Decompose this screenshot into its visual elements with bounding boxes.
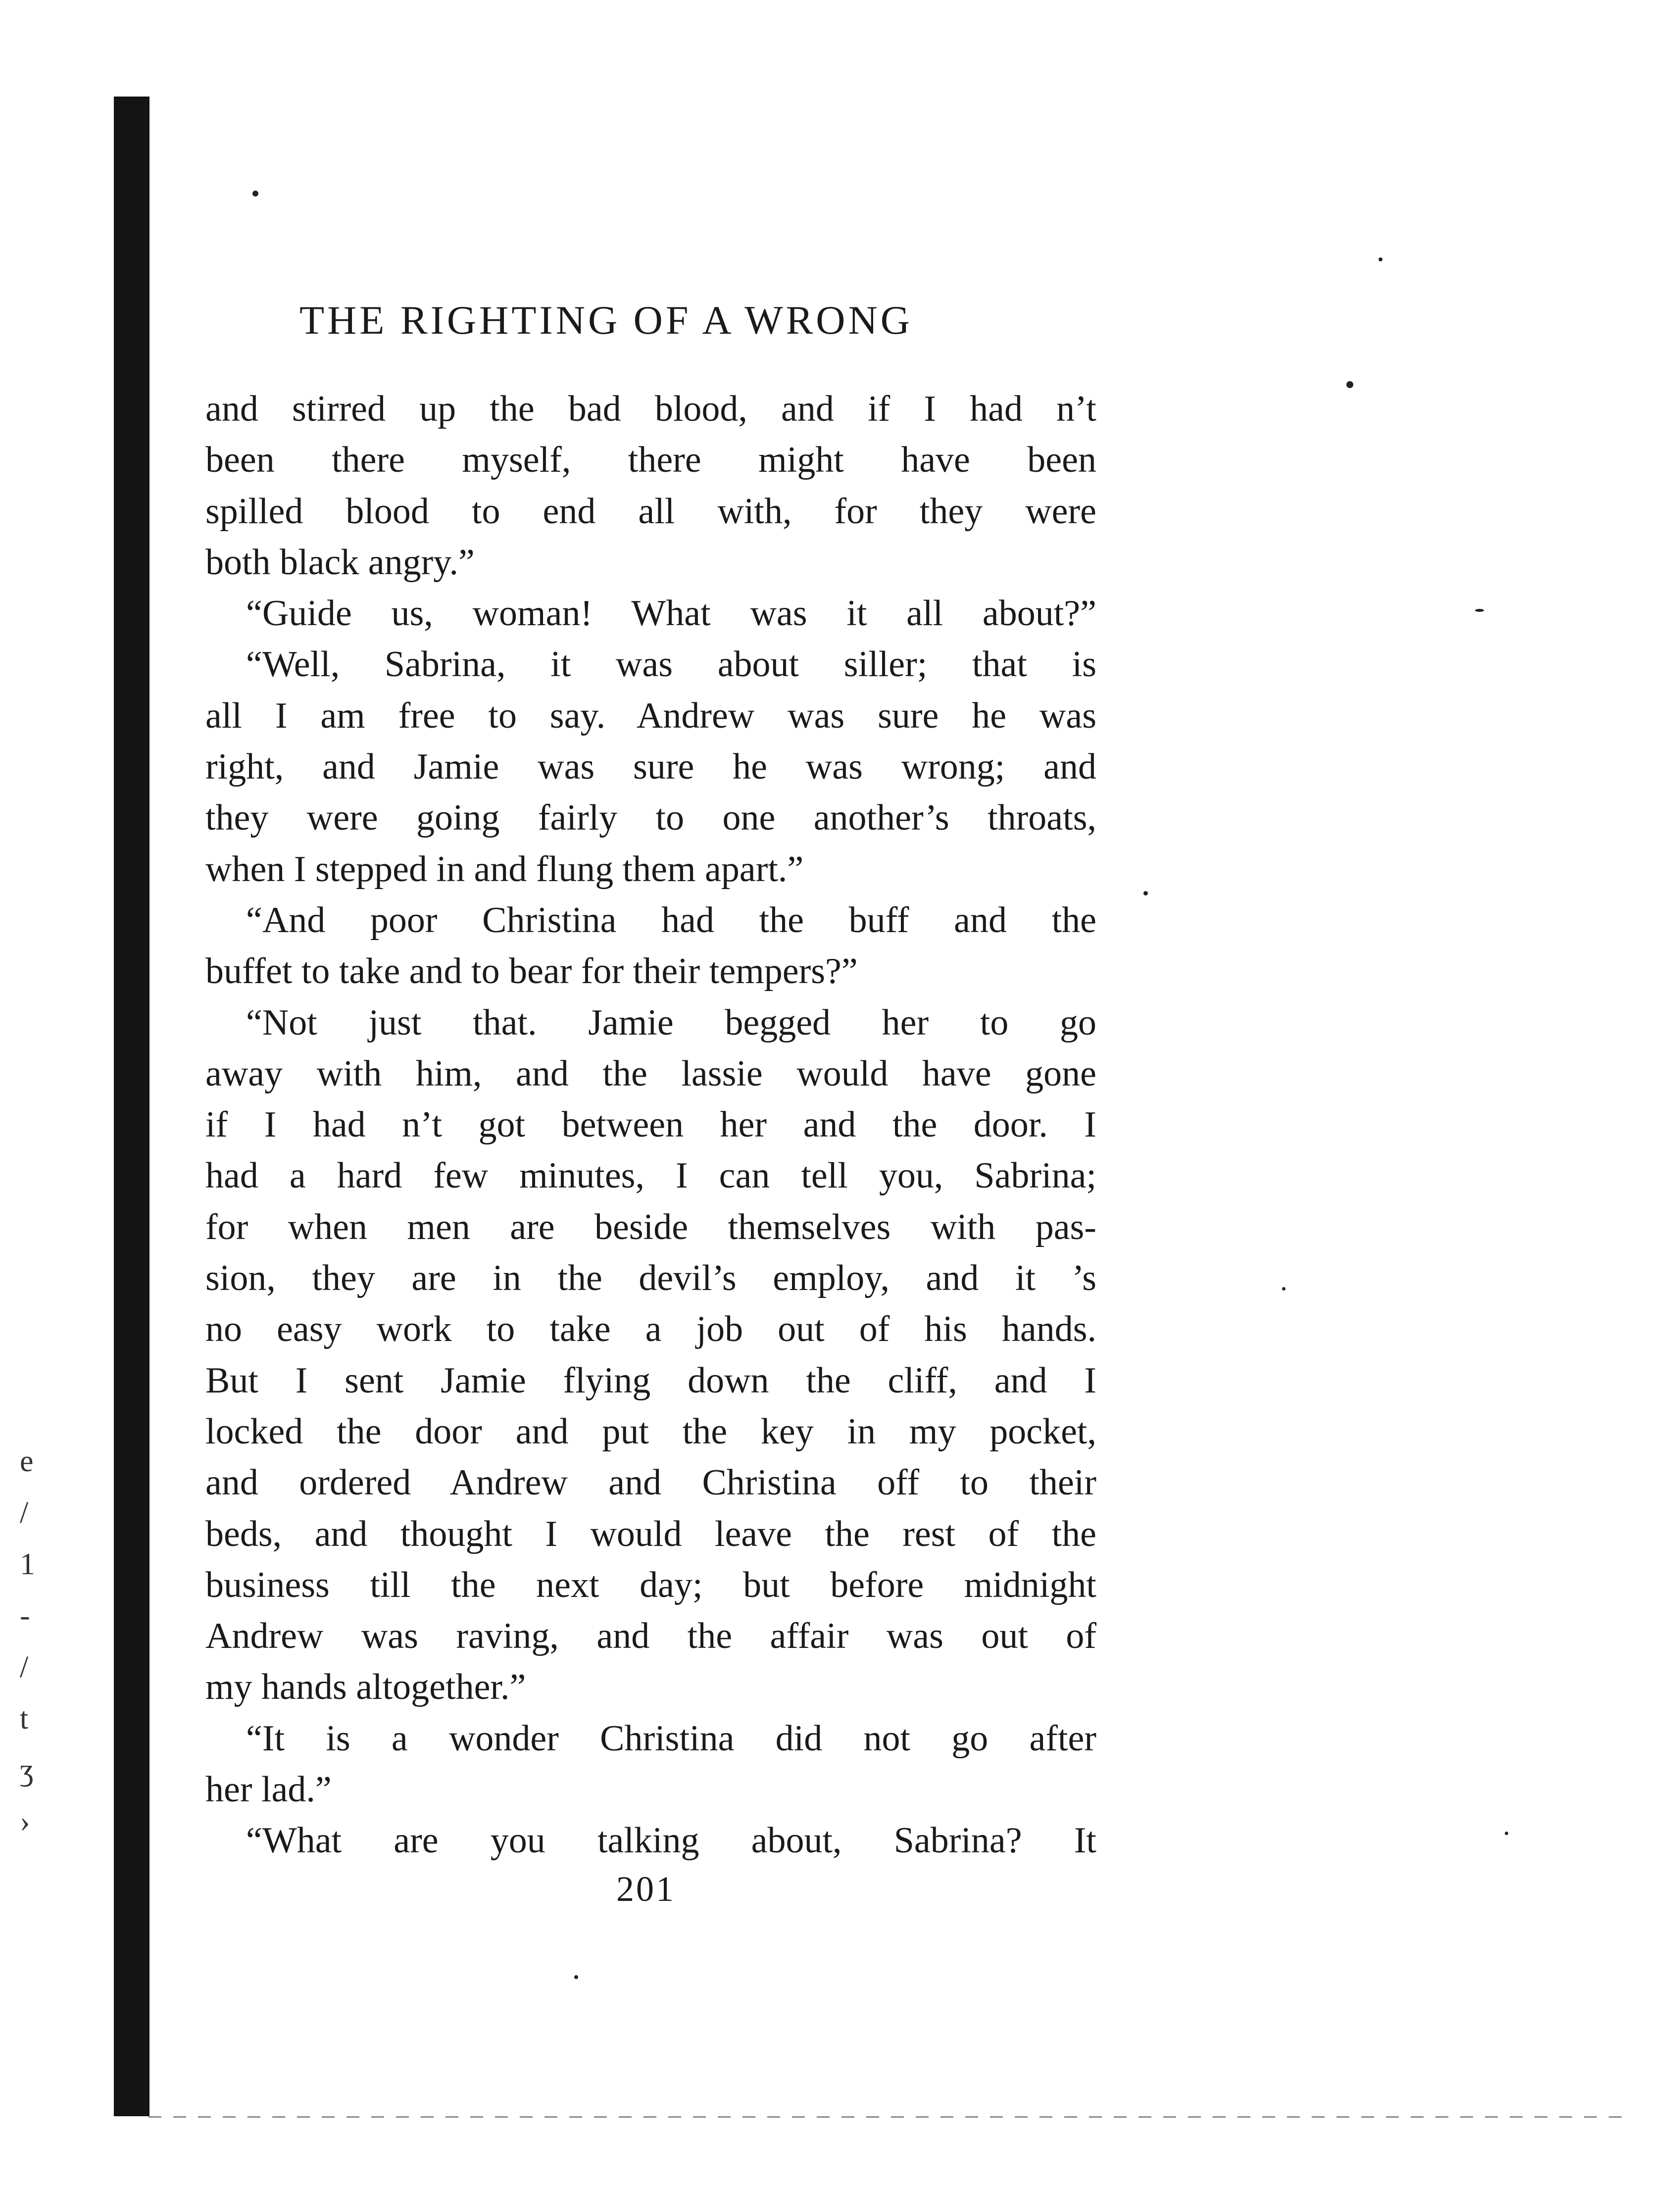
scan-speck xyxy=(1505,1832,1508,1835)
text-line: away with him, and the lassie would have gone xyxy=(205,1053,1096,1094)
text-line: when I stepped in and flung them apart.” xyxy=(205,848,804,890)
text-line: if I had n’t got between her and the door. I xyxy=(205,1104,1096,1145)
text-line: they were going fairly to one another’s throats, xyxy=(205,797,1096,839)
scan-speck xyxy=(1346,381,1353,388)
gutter-mark: 1 xyxy=(20,1547,35,1581)
text-line: both black angry.” xyxy=(205,542,475,583)
text-line: her lad.” xyxy=(205,1769,332,1810)
text-line: buffet to take and to bear for their tempers?” xyxy=(205,951,858,992)
gutter-mark: t xyxy=(20,1702,29,1736)
text-line: for when men are beside themselves with pas- xyxy=(205,1206,1096,1247)
text-line: “Guide us, woman! What was it all about?” xyxy=(246,593,1096,634)
gutter-mark: e xyxy=(20,1444,34,1478)
scan-speck xyxy=(252,191,258,197)
text-line: “What are you talking about, Sabrina? It xyxy=(246,1820,1096,1861)
text-line: and ordered Andrew and Christina off to their xyxy=(205,1462,1096,1503)
scan-speck xyxy=(1475,609,1484,612)
text-line: been there myself, there might have been xyxy=(205,440,1096,481)
scan-speck xyxy=(1282,1287,1285,1291)
gutter-marks xyxy=(20,1436,59,1847)
text-line: and stirred up the bad blood, and if I had n’t xyxy=(205,389,1096,429)
scan-speck xyxy=(574,1975,578,1979)
gutter-mark: / xyxy=(20,1496,29,1530)
text-line: But I sent Jamie flying down the cliff, and I xyxy=(205,1360,1096,1401)
scan-edge-line xyxy=(148,2116,1633,2118)
text-line: business till the next day; but before midnight xyxy=(205,1564,1096,1605)
scan-speck xyxy=(1379,257,1383,261)
book-binding-shadow xyxy=(114,97,149,2116)
text-line: all I am free to say. Andrew was sure he was xyxy=(205,695,1096,736)
text-line: beds, and thought I would leave the rest of the xyxy=(205,1513,1096,1554)
text-line: “Well, Sabrina, it was about siller; that is xyxy=(246,644,1096,685)
gutter-mark: › xyxy=(20,1805,30,1839)
text-line: had a hard few minutes, I can tell you, Sabrina; xyxy=(205,1155,1096,1196)
text-line: “It is a wonder Christina did not go after xyxy=(246,1718,1096,1759)
text-line: no easy work to take a job out of his hands. xyxy=(205,1309,1096,1350)
scan-speck xyxy=(1143,891,1148,895)
text-line: sion, they are in the devil’s employ, and it ’s xyxy=(205,1258,1096,1299)
gutter-mark: / xyxy=(20,1650,29,1684)
running-head: THE RIGHTING OF A WRONG xyxy=(299,298,913,343)
text-line: locked the door and put the key in my pocket, xyxy=(205,1411,1096,1452)
text-line: “And poor Christina had the buff and the xyxy=(246,899,1096,941)
body-text xyxy=(205,384,1096,1867)
text-line: “Not just that. Jamie begged her to go xyxy=(246,1002,1096,1043)
gutter-mark: ʒ xyxy=(20,1753,34,1787)
text-line: Andrew was raving, and the affair was out of xyxy=(205,1616,1096,1657)
text-line: my hands altogether.” xyxy=(205,1667,526,1708)
text-line: spilled blood to end all with, for they were xyxy=(205,491,1096,532)
text-line: right, and Jamie was sure he was wrong; and xyxy=(205,746,1096,788)
gutter-mark: - xyxy=(20,1599,30,1633)
page-number: 201 xyxy=(616,1869,676,1909)
